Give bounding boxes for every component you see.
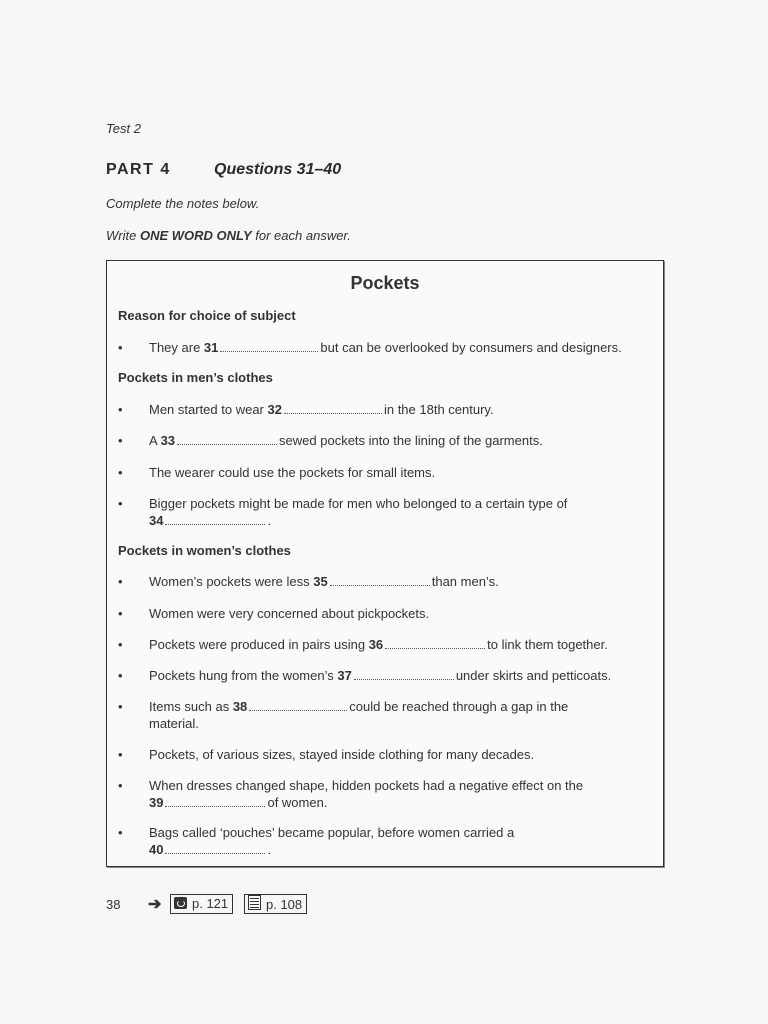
note-text: but can be overlooked by consumers and designers. [320,340,622,355]
note-text: than men’s. [431,574,499,589]
answer-blank-40[interactable] [165,842,265,854]
question-number: 40 [149,842,164,857]
part-heading [106,161,342,179]
arrow-right-icon: ➔ [148,896,162,913]
answer-blank-39[interactable] [165,795,265,807]
bullet-icon: • [118,668,123,683]
question-number: 38 [232,699,248,714]
note-text: material. [149,716,199,731]
note-text: Bigger pockets might be made for men who belonged to a certain type of [149,496,568,511]
instruction-emphasis: ONE WORD ONLY [139,228,252,243]
question-number: 33 [160,433,176,448]
instruction-suffix: for each answer. [251,228,351,243]
note-text: When dresses changed shape, hidden pockets had a negative effect on the [149,778,584,793]
answer-blank-32[interactable] [284,402,382,414]
note-text: Bags called ‘pouches’ became popular, before women carried a [149,825,515,840]
question-number: 36 [368,637,384,652]
question-number: 37 [337,668,352,683]
bullet-icon: • [118,699,123,714]
bullet-icon: • [118,606,123,621]
note-text: under skirts and petticoats. [455,668,612,683]
note-text: They are [149,340,204,355]
answer-blank-38[interactable] [249,699,347,711]
note-text: The wearer could use the pockets for small items. [149,465,436,480]
note-text: Items such as [149,699,233,714]
note-text: Women were very concerned about pickpockets. [149,606,430,621]
answer-blank-35[interactable] [330,574,430,586]
instruction-prefix: Write [106,228,140,243]
bullet-icon: • [118,465,123,480]
note-text: of women. [267,795,328,810]
answer-key-icon [174,897,187,909]
question-number: 32 [267,402,282,417]
bullet-icon: • [118,496,123,511]
answer-blank-34[interactable] [165,513,265,525]
notes-box [106,260,664,867]
note-text: . [267,513,272,528]
instruction-complete: Complete the notes below. [106,196,260,211]
bullet-icon: • [118,340,123,355]
answer-blank-31[interactable] [220,340,318,352]
note-text: Pockets hung from the women’s [149,668,338,683]
note-text: could be reached through a gap in the [349,699,569,714]
note-text: Pockets were produced in pairs using [149,637,369,652]
note-text: Pockets, of various sizes, stayed inside clothing for many decades. [149,747,535,762]
note-text: to link them together. [487,637,608,652]
bullet-icon: • [118,637,123,652]
note-text: . [267,842,272,857]
answer-blank-37[interactable] [354,668,454,680]
note-text: Women’s pockets were less [149,574,314,589]
note-text: Men started to wear [149,402,268,417]
page-number: 38 [106,897,121,912]
note-text: sewed pockets into the lining of the garments. [279,433,543,448]
part-label: PART 4 [106,161,171,178]
bullet-icon: • [118,778,123,793]
bullet-icon: • [118,433,123,448]
question-number: 35 [313,574,328,589]
reference-label: p. 121 [192,896,229,911]
test-label: Test 2 [106,121,141,136]
answer-blank-33[interactable] [177,433,277,445]
answer-key-reference[interactable] [170,894,233,914]
transcript-icon [248,895,261,910]
answer-blank-36[interactable] [385,637,485,649]
question-number: 34 [149,513,164,528]
instruction-word-limit [106,228,351,243]
bullet-icon: • [118,402,123,417]
questions-range: Questions 31–40 [214,161,342,178]
section-heading-women: Pockets in women’s clothes [118,543,291,558]
section-heading-reason: Reason for choice of subject [118,308,296,323]
bullet-icon: • [118,574,123,589]
question-number: 39 [149,795,164,810]
bullet-icon: • [118,747,123,762]
reference-label: p. 108 [266,897,303,912]
question-number: 31 [203,340,219,355]
notes-title: Pockets [350,273,420,293]
note-text: in the 18th century. [383,402,494,417]
section-heading-men: Pockets in men’s clothes [118,370,273,385]
note-text: A [149,433,161,448]
transcript-reference[interactable] [244,894,307,914]
bullet-icon: • [118,825,123,840]
